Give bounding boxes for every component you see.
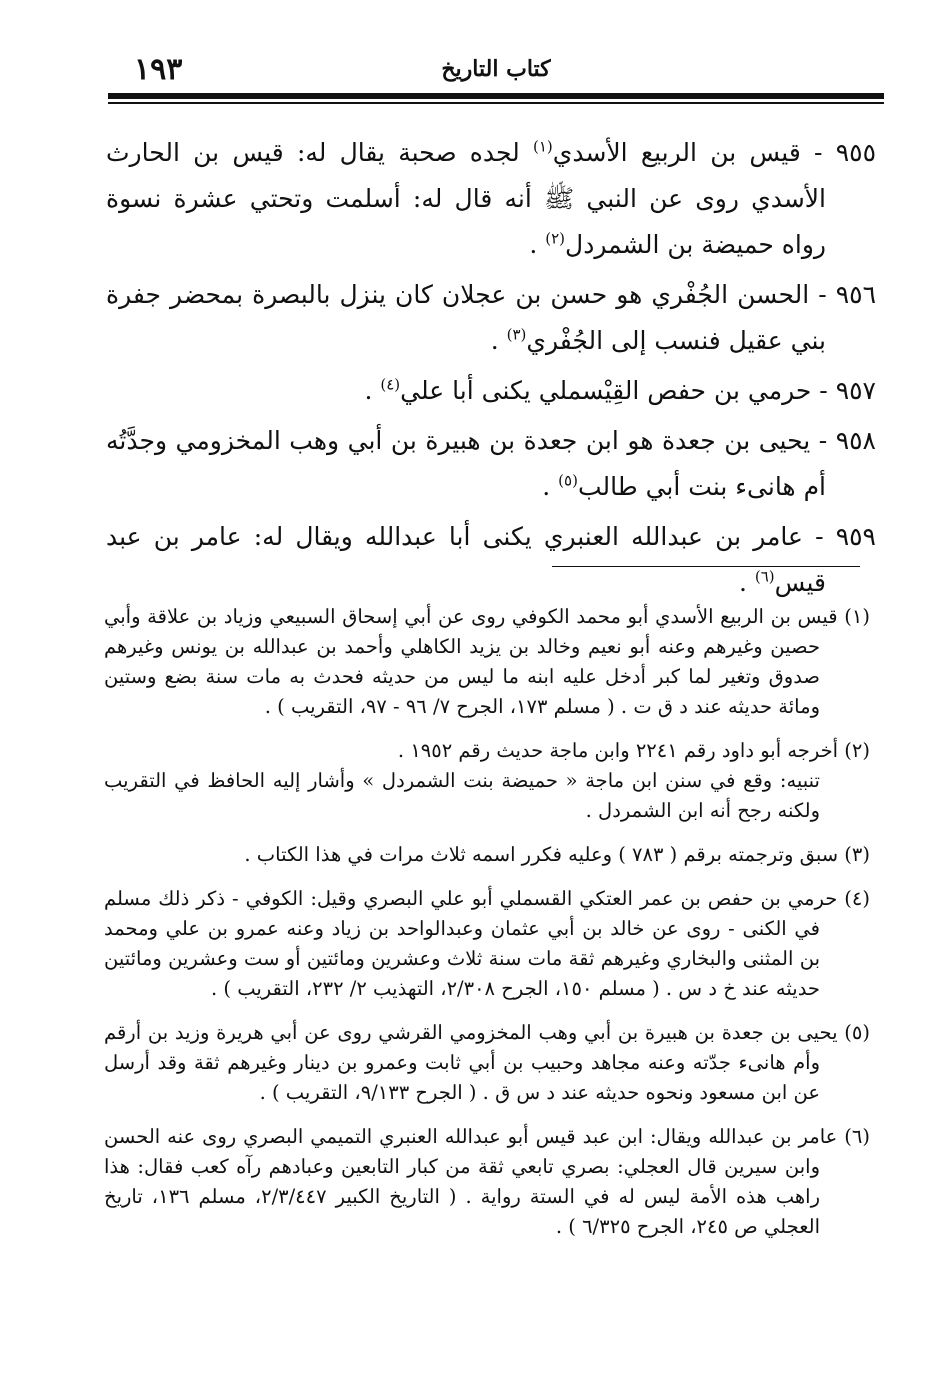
entry-text: يحيى بن جعدة هو ابن جعدة بن هبيرة بن أبي وهب المخزومي وجدَّتُه أم هانىء بنت أبي طالب — [106, 426, 826, 501]
entry-text: . — [364, 376, 381, 405]
entry-959 — [106, 514, 876, 606]
footnote-text: يحيى بن جعدة بن هبيرة بن أبي وهب المخزومي القرشي روى عن أبي هريرة وزيد بن أرقم وأم هانىء جدّته وعنه مجاهد وحبيب بن أبي ثابت وعمرو بن دينار وغيرهم ثقة وقد أرسل عن ابن مسعود ونحوه حديثه عند د س ق . ( الجرح ٩/١٣٣، التقريب ) . — [104, 1021, 838, 1104]
footnote-text: قيس بن الربيع الأسدي أبو محمد الكوفي روى عن أبي إسحاق السبيعي وزياد بن علاقة وأبي حصين وغيرهم وعنه أبو نعيم وخالد بن يزيد الكاهلي وأحمد بن عبدالله بن يونس وغيرهم صدوق وتغير لما كبر أدخل عليه ابنه ما ليس من حديثه فحدث به مات سنة بضع وستين ومائة حديثه عند د ق ت . ( مسلم ١٧٣، الجرح ٧/ ٩٦ - ٩٧، التقريب ) . — [104, 605, 838, 718]
footnote-5 — [104, 1018, 870, 1108]
footnote-ref[interactable]: (١) — [532, 137, 553, 156]
page-number: ١٩٣ — [134, 52, 183, 87]
footnote-1 — [104, 602, 870, 722]
footnote-text: سبق وترجمته برقم ( ٧٨٣ ) وعليه فكرر اسمه ثلاث مرات في هذا الكتاب . — [244, 843, 839, 866]
entry-955 — [106, 130, 876, 268]
entry-text: . — [542, 472, 559, 501]
footnote-number: (٢) — [838, 739, 870, 762]
footnote-separator — [552, 566, 860, 567]
footnote-number: (٣) — [838, 843, 870, 866]
entry-number: ٩٥٦ - — [809, 280, 877, 309]
footnote-2 — [104, 736, 870, 826]
footnote-4 — [104, 884, 870, 1004]
footnote-ref[interactable]: (٣) — [506, 325, 527, 344]
entry-text: حرمي بن حفص القِيْسملي يكنى أبا علي — [400, 376, 812, 405]
footnote-ref[interactable]: (٦) — [754, 567, 775, 586]
entry-text: قيس بن الربيع الأسدي — [552, 138, 801, 167]
footnote-number: (١) — [837, 605, 871, 628]
footnote-text: حرمي بن حفص بن عمر العتكي القسملي أبو علي البصري وقيل: الكوفي - ذكر ذلك مسلم في الكنى - روى عن خالد بن أبي عثمان وعبدالواحد بن زياد وعنه عمرو بن علي ومحمد بن المثنى والبخاري وغيرهم ثقة مات سنة ثلاث وعشرين ومائتين أو ست وعشرين ومائتين حديثه عند خ د س . ( مسلم ١٥٠، الجرح ٢/٣٠٨، التهذيب ٢/ ٢٣٢، التقريب ) . — [104, 887, 838, 1000]
entry-957 — [106, 368, 876, 414]
footnote-number: (٤) — [837, 887, 870, 910]
page-header — [108, 52, 884, 92]
entry-958 — [106, 418, 876, 510]
entry-text: لجده صحبة يقال له: قيس بن الحارث الأسدي روى عن النبي ﷺ أنه قال له: أسلمت وتحتي عشرة نسوة رواه حميضة بن الشمردل — [106, 138, 826, 259]
footnote-text-note: تنبيه: وقع في سنن ابن ماجة « حميضة بنت الشمردل » وأشار إليه الحافظ في التقريب ولكنه رجح أنه ابن الشمردل . — [104, 769, 820, 822]
entry-number: ٩٥٥ - — [800, 138, 877, 167]
entry-956 — [106, 272, 876, 364]
header-rule-thick — [108, 93, 884, 99]
entry-text: الحسن الجُفْري هو حسن بن عجلان كان ينزل بالبصرة بمحضر جفرة بني عقيل فنسب إلى الجُفْري — [106, 280, 826, 355]
footnote-number: (٦) — [837, 1125, 870, 1148]
running-title: كتاب التاريخ — [441, 56, 551, 82]
entry-text: . — [529, 230, 546, 259]
footnote-text: عامر بن عبدالله ويقال: ابن عبد قيس أبو عبدالله العنبري التميمي البصري روى عنه الحسن وابن سيرين قال العجلي: بصري تابعي ثقة من كبار التابعين وعبادهم رآه كعب فقال: هذا راهب هذه الأمة ليس له في الستة رواية . ( التاريخ الكبير ٢/٣/٤٤٧، مسلم ١٣٦، تاريخ العجلي ص ٢٤٥، الجرح ٦/٣٢٥ ) . — [104, 1125, 838, 1238]
entry-text: . — [738, 568, 755, 597]
entry-number: ٩٥٧ - — [811, 376, 876, 405]
footnote-3 — [104, 840, 870, 870]
footnotes — [104, 602, 870, 1256]
entry-text: . — [490, 326, 507, 355]
header-rule-thin — [108, 102, 884, 104]
footnote-text: أخرجه أبو داود رقم ٢٢٤١ وابن ماجة حديث رقم ١٩٥٢ . — [397, 739, 839, 762]
footnote-6 — [104, 1122, 870, 1242]
footnote-number: (٥) — [837, 1021, 870, 1044]
footnote-ref[interactable]: (٢) — [545, 229, 566, 248]
footnote-ref[interactable]: (٤) — [380, 375, 401, 394]
entry-number: ٩٥٨ - — [810, 426, 876, 455]
entry-text: عامر بن عبدالله العنبري يكنى أبا عبدالله ويقال له: عامر بن عبد قيس — [106, 522, 826, 597]
entry-number: ٩٥٩ - — [802, 522, 876, 551]
footnote-ref[interactable]: (٥) — [558, 471, 578, 490]
main-text — [106, 130, 876, 610]
